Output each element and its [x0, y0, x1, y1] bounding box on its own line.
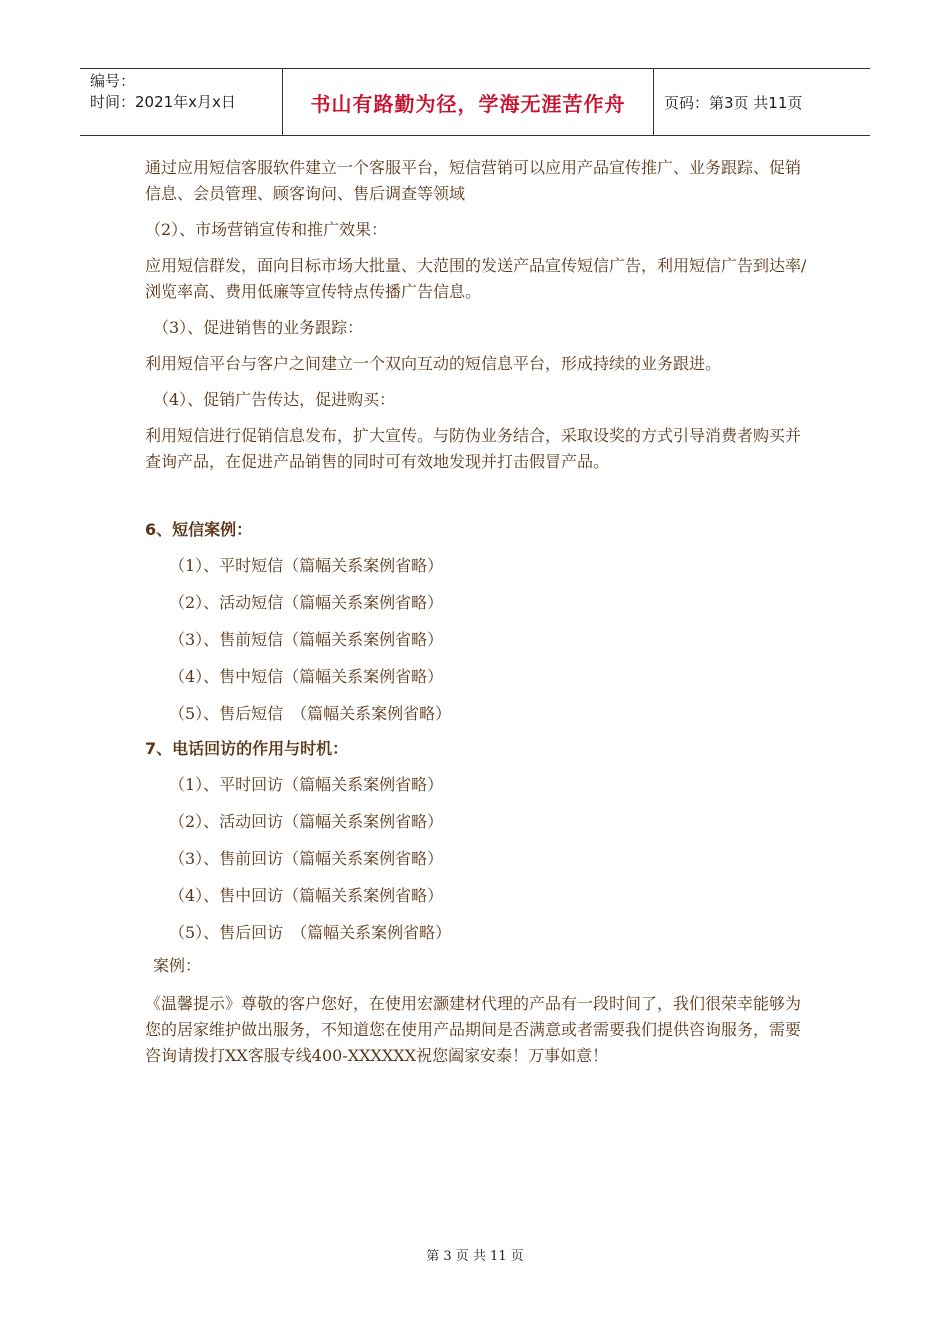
- motto: 书山有路勤为径，学海无涯苦作舟: [310, 91, 626, 116]
- list7-item: （4）、售中回访（篇幅关系案例省略）: [169, 886, 444, 905]
- list7-item: （3）、售前回访（篇幅关系案例省略）: [169, 849, 444, 868]
- header-motto-cell: [282, 69, 654, 135]
- list7-item: （2）、活动回访（篇幅关系案例省略）: [169, 812, 444, 831]
- list6-item: （1）、平时短信（篇幅关系案例省略）: [169, 556, 444, 575]
- list7-item: （5）、售后回访 （篇幅关系案例省略）: [169, 923, 452, 942]
- section-2-title: （2）、市场营销宣传和推广效果：: [145, 220, 388, 239]
- section-2-text: 应用短信群发，面向目标市场大批量、大范围的发送产品宣传短信广告，利用短信广告到达率/浏览率高、费用低廉等宣传特点传播广告信息。: [145, 256, 807, 301]
- date-line: 时间：2021年x月x日: [90, 93, 236, 111]
- list6-item: （2）、活动短信（篇幅关系案例省略）: [169, 593, 444, 612]
- case-text: 《温馨提示》尊敬的客户您好，在使用宏灏建材代理的产品有一段时间了，我们很荣幸能够为您的居家维护做出服务，不知道您在使用产品期间是否满意或者需要我们提供咨询服务，需要咨询请拨打XX客服专线400-XXXXXX祝您阖家安泰！万事如意！: [145, 994, 802, 1065]
- header-meta: [80, 69, 282, 135]
- list6-item: （5）、售后短信 （篇幅关系案例省略）: [169, 704, 452, 723]
- page-info: 页码：第3页 共11页: [664, 93, 803, 112]
- intro-paragraph: 通过应用短信客服软件建立一个客服平台，短信营销可以应用产品宣传推广、业务跟踪、促销信息、会员管理、顾客询问、售后调查等领域: [145, 158, 802, 203]
- header-page-info: [654, 69, 870, 135]
- list6-item: （4）、售中短信（篇幅关系案例省略）: [169, 667, 444, 686]
- heading-6: 6、短信案例：: [145, 520, 253, 539]
- heading-7: 7、电话回访的作用与时机：: [145, 739, 349, 758]
- section-4-title: （4）、促销广告传达，促进购买：: [153, 390, 396, 409]
- section-4-text: 利用短信进行促销信息发布，扩大宣传。与防伪业务结合，采取设奖的方式引导消费者购买并查询产品，在促进产品销售的同时可有效地发现并打击假冒产品。: [145, 426, 802, 471]
- document-body: [145, 155, 810, 1069]
- page-footer: 第 3 页 共 11 页: [426, 1249, 524, 1264]
- section-3-title: （3）、促进销售的业务跟踪：: [153, 318, 364, 337]
- document-header: [80, 68, 870, 136]
- number-label: 编号：: [90, 72, 136, 90]
- list7-item: （1）、平时回访（篇幅关系案例省略）: [169, 775, 444, 794]
- list6-item: （3）、售前短信（篇幅关系案例省略）: [169, 630, 444, 649]
- case-label: 案例：: [153, 956, 202, 975]
- section-3-text: 利用短信平台与客户之间建立一个双向互动的短信息平台，形成持续的业务跟进。: [145, 354, 722, 373]
